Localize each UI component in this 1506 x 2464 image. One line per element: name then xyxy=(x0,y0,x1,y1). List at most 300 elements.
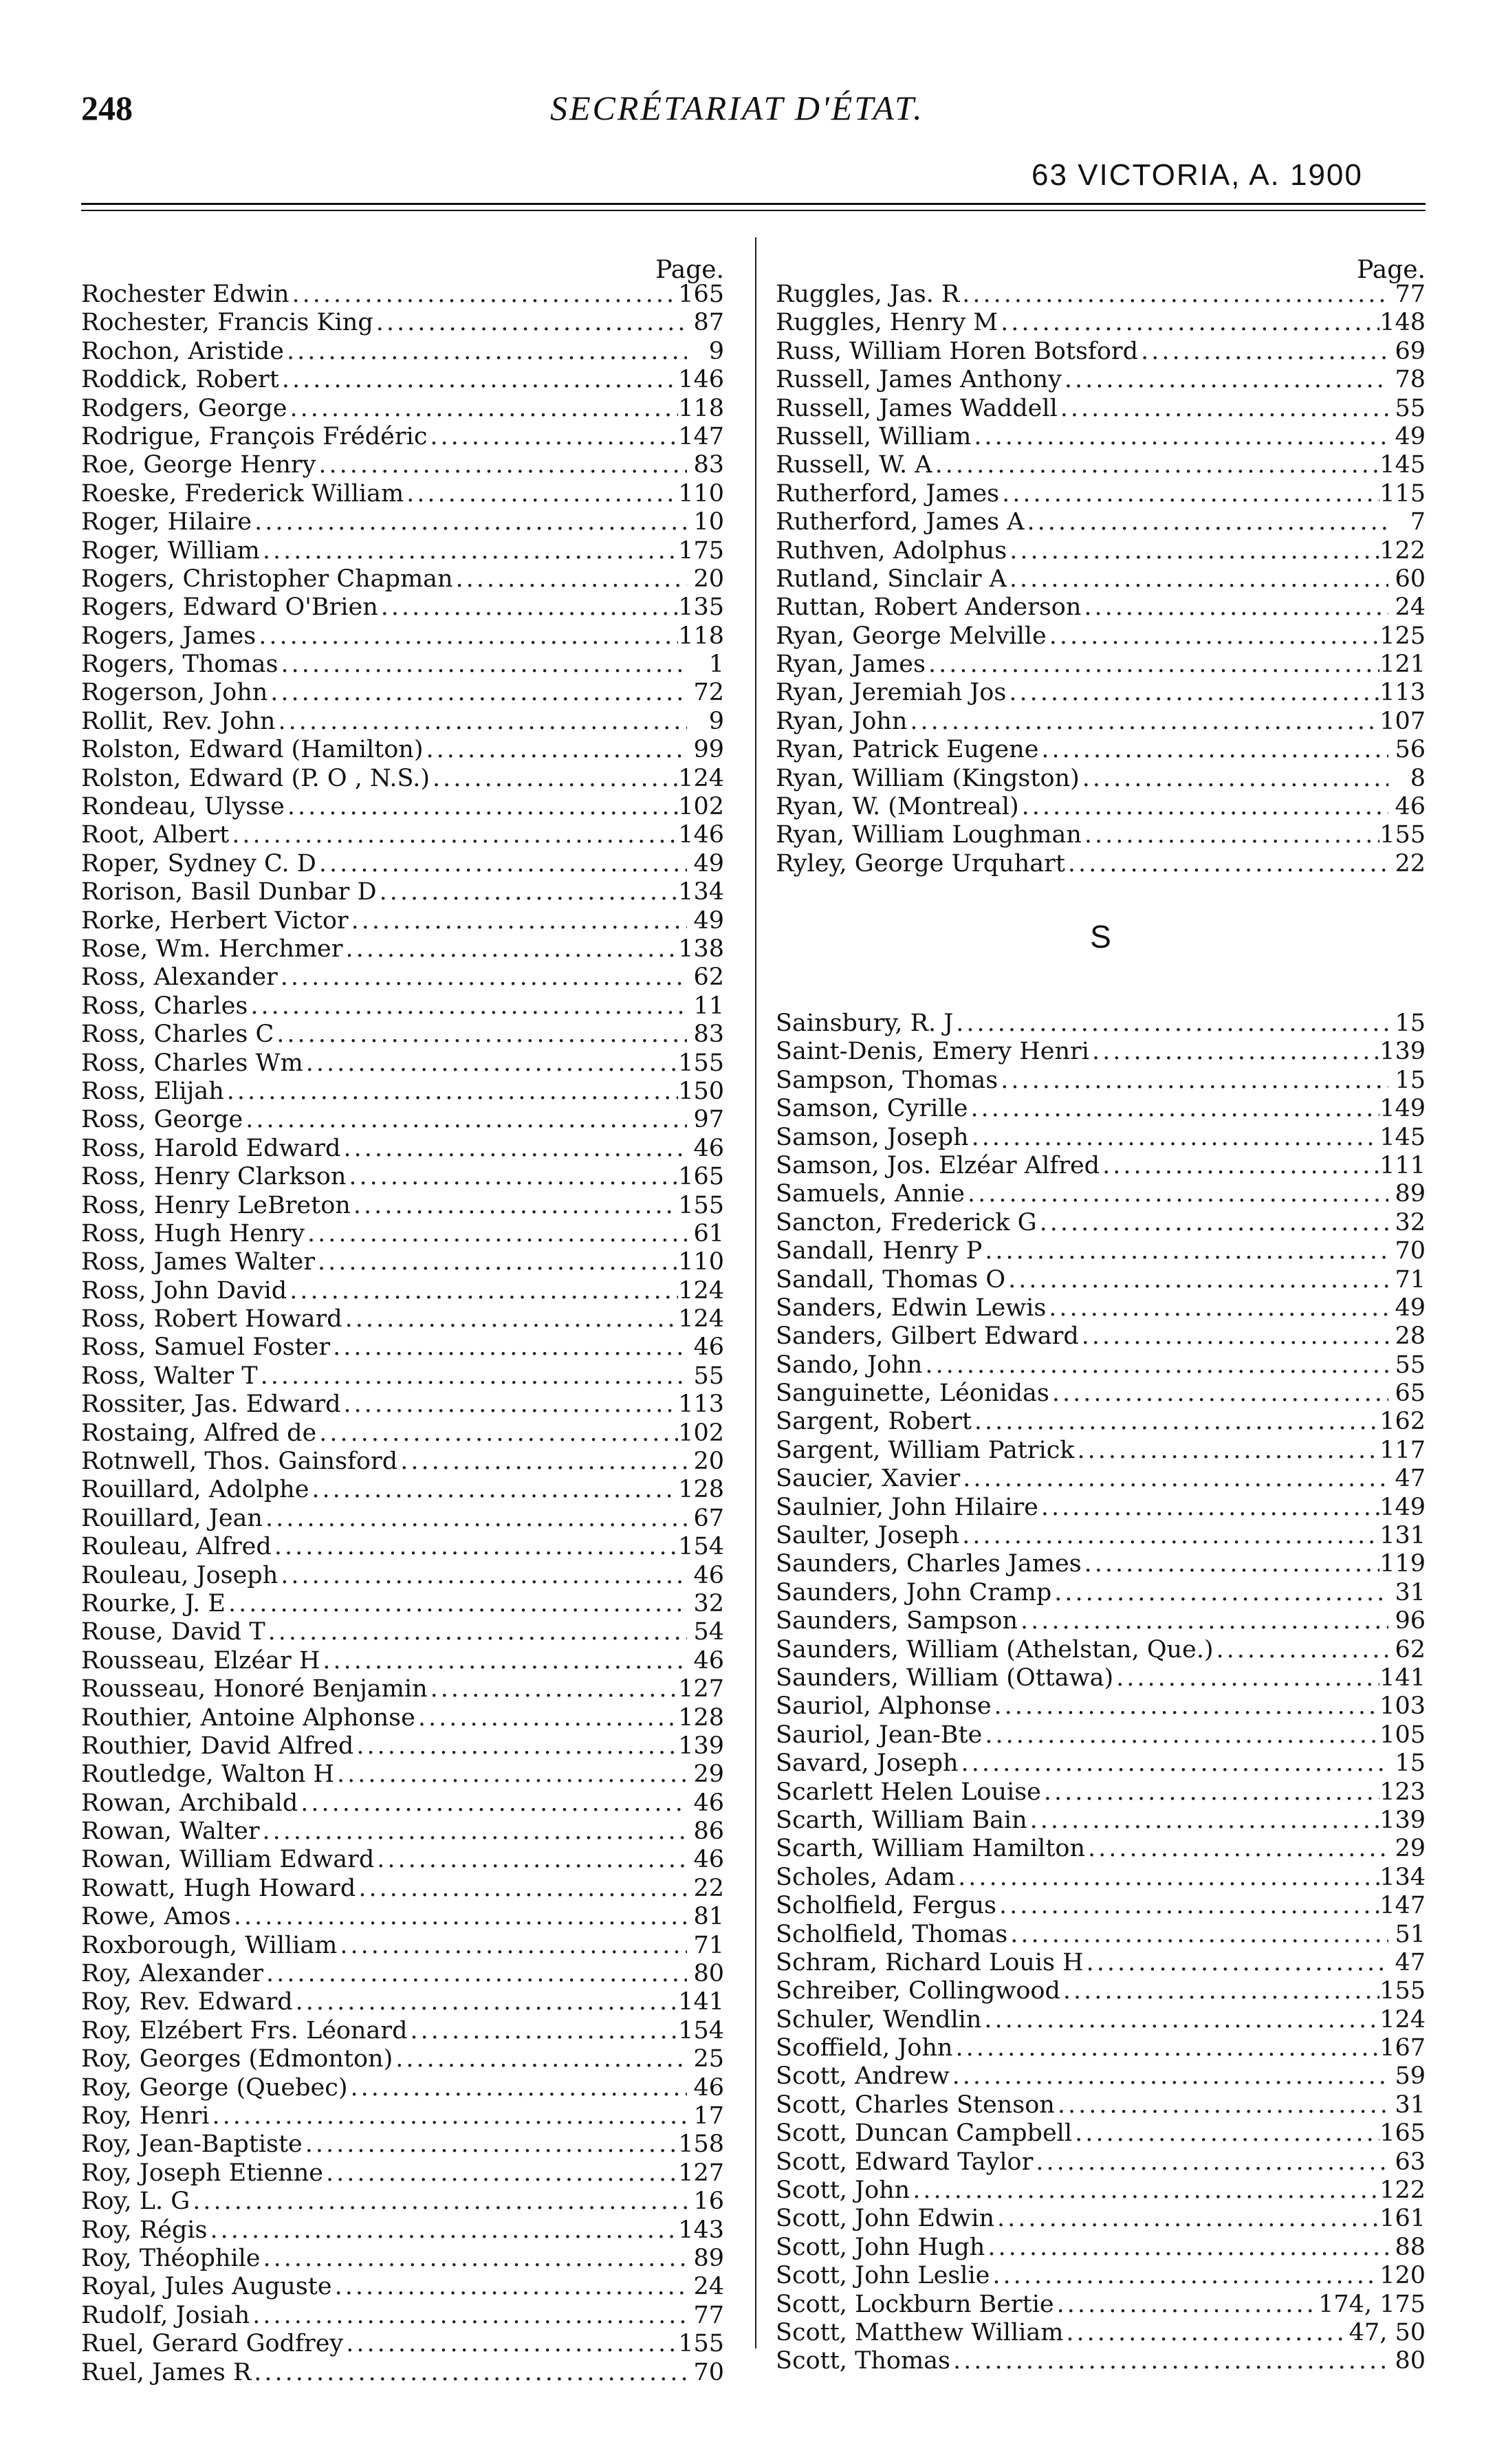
index-entry xyxy=(776,1038,1426,1066)
entry-name: Rondeau, Ulysse xyxy=(81,793,285,821)
entry-name: Roy, Joseph Etienne xyxy=(81,2159,323,2187)
entry-name: Ross, George xyxy=(81,1106,243,1134)
dot-leader xyxy=(298,1789,687,1818)
entry-page: 77 xyxy=(1395,281,1426,308)
entry-name: Samuels, Annie xyxy=(776,1180,965,1208)
dot-leader xyxy=(1051,1579,1388,1607)
dot-leader xyxy=(316,451,687,479)
entry-page: 110 xyxy=(678,1248,724,1276)
entry-page: 67 xyxy=(693,1504,724,1532)
entry-page: 135 xyxy=(678,593,724,622)
entry-page: 31 xyxy=(1395,1578,1426,1606)
dot-leader xyxy=(258,1362,687,1391)
entry-name: Ross, Alexander xyxy=(81,963,278,992)
entry-page: 29 xyxy=(1395,1835,1426,1863)
entry-name: Sargent, William Patrick xyxy=(776,1436,1075,1464)
entry-name: Saint-Denis, Emery Henri xyxy=(776,1038,1089,1066)
entry-name: Ross, Charles C xyxy=(81,1021,274,1049)
index-entry xyxy=(81,1248,724,1276)
dot-leader xyxy=(960,1465,1388,1493)
index-entry xyxy=(776,1664,1426,1692)
entry-name: Rogers, James xyxy=(81,622,257,650)
dot-leader xyxy=(1113,1664,1379,1692)
index-entry xyxy=(81,821,724,849)
entry-page: 17 xyxy=(693,2102,724,2130)
index-entry xyxy=(81,508,724,536)
dot-leader xyxy=(1019,793,1388,821)
index-entry xyxy=(81,537,724,565)
dot-leader xyxy=(1060,1977,1379,2005)
entry-name: Scholfield, Fergus xyxy=(776,1892,997,1920)
dot-leader xyxy=(982,1721,1379,1749)
entry-page: 147 xyxy=(1379,1892,1426,1920)
entry-name: Rowan, Archibald xyxy=(81,1789,298,1817)
entry-page: 127 xyxy=(678,1675,724,1703)
dot-leader xyxy=(1047,622,1379,651)
dot-leader xyxy=(353,1732,678,1760)
entry-name: Ryan, James xyxy=(776,651,926,679)
index-entry xyxy=(776,2291,1426,2319)
dot-leader xyxy=(349,907,687,935)
entry-page: 83 xyxy=(693,1021,724,1049)
entry-page: 103 xyxy=(1379,1692,1426,1721)
index-entry xyxy=(81,2017,724,2045)
entry-name: Scholes, Adam xyxy=(776,1863,956,1891)
dot-leader xyxy=(287,1277,678,1305)
dot-leader xyxy=(1037,1209,1388,1237)
entry-name: Ryley, George Urquhart xyxy=(776,849,1065,877)
dot-leader xyxy=(932,451,1380,479)
dot-leader xyxy=(1049,1380,1388,1408)
index-entry xyxy=(776,1294,1426,1322)
dot-leader xyxy=(356,1875,687,1903)
dot-leader xyxy=(268,679,687,707)
index-entry xyxy=(776,309,1426,337)
entry-name: Royal, Jules Auguste xyxy=(81,2273,332,2301)
entry-page: 149 xyxy=(1379,1493,1426,1521)
entry-page: 60 xyxy=(1395,565,1426,593)
entry-page: 143 xyxy=(678,2216,724,2244)
index-entry xyxy=(776,679,1426,707)
entry-page: 124 xyxy=(678,1305,724,1333)
index-entry xyxy=(776,2234,1426,2262)
dot-leader xyxy=(340,1391,678,1419)
dot-leader xyxy=(968,1095,1379,1123)
index-entry xyxy=(776,2006,1426,2034)
dot-leader xyxy=(190,2188,687,2216)
index-entry xyxy=(776,1721,1426,1749)
dot-leader xyxy=(999,480,1379,508)
entry-name: Rowatt, Hugh Howard xyxy=(81,1874,356,1902)
dot-leader xyxy=(969,1124,1380,1152)
index-entry xyxy=(776,1209,1426,1237)
dot-leader xyxy=(320,1647,687,1675)
dot-leader xyxy=(374,1846,687,1874)
entry-page: 150 xyxy=(678,1077,724,1105)
index-entry xyxy=(776,1949,1426,1977)
entry-name: Saulter, Joseph xyxy=(776,1522,960,1550)
dot-leader xyxy=(996,1892,1379,1920)
page-number: 248 xyxy=(81,89,133,127)
entry-name: Rollit, Rev. John xyxy=(81,707,276,735)
entry-page: 20 xyxy=(693,1448,724,1476)
index-entry xyxy=(81,1704,724,1732)
dot-leader xyxy=(1038,736,1388,764)
entry-name: Ross, James Walter xyxy=(81,1248,315,1276)
index-entry xyxy=(81,2216,724,2245)
index-entry xyxy=(776,1692,1426,1721)
index-entry xyxy=(776,1494,1426,1522)
index-entry xyxy=(776,423,1426,451)
dot-leader xyxy=(1025,508,1388,536)
dot-leader xyxy=(251,2359,687,2387)
index-entry xyxy=(81,1391,724,1419)
dot-leader xyxy=(971,423,1388,451)
entry-page: 47, 50 xyxy=(1349,2318,1426,2346)
entry-name: Roper, Sydney C. D xyxy=(81,849,316,877)
entry-name: Routledge, Walton H xyxy=(81,1760,335,1789)
dot-leader xyxy=(990,2262,1379,2290)
index-entry xyxy=(81,907,724,935)
entry-page: 29 xyxy=(693,1760,724,1789)
index-entry xyxy=(81,565,724,593)
entry-page: 15 xyxy=(1395,1749,1426,1778)
index-entry xyxy=(776,708,1426,736)
index-entry xyxy=(81,1732,724,1760)
index-entry xyxy=(81,651,724,679)
entry-name: Roy, Henri xyxy=(81,2102,210,2130)
entry-page: 49 xyxy=(1395,422,1426,450)
index-entry xyxy=(776,1465,1426,1493)
index-entry xyxy=(776,1180,1426,1208)
index-entry xyxy=(81,366,724,394)
entry-name: Rouleau, Joseph xyxy=(81,1561,279,1589)
entry-name: Rouse, David T xyxy=(81,1618,265,1646)
entry-page: 124 xyxy=(678,764,724,792)
entry-name: Ross, Henry LeBreton xyxy=(81,1191,351,1219)
entry-name: Saulnier, John Hilaire xyxy=(776,1493,1038,1521)
entry-name: Sanguinette, Léonidas xyxy=(776,1380,1049,1408)
index-entry xyxy=(81,1078,724,1106)
dot-leader xyxy=(265,1618,687,1646)
index-entry xyxy=(776,1921,1426,1949)
entry-name: Ruttan, Robert Anderson xyxy=(776,593,1082,622)
dot-leader xyxy=(972,1408,1379,1436)
entry-name: Root, Albert xyxy=(81,821,230,849)
entry-name: Sauriol, Jean-Bte xyxy=(776,1721,983,1749)
entry-name: Sampson, Thomas xyxy=(776,1066,998,1094)
dot-leader xyxy=(343,935,679,963)
entry-page: 102 xyxy=(678,1419,724,1447)
entry-page: 118 xyxy=(678,622,724,650)
dot-leader xyxy=(207,2216,678,2245)
index-entry xyxy=(81,1675,724,1703)
index-entry xyxy=(776,366,1426,394)
entry-name: Sainsbury, R. J xyxy=(776,1010,954,1037)
dot-leader xyxy=(373,309,687,337)
entry-name: Rousseau, Honoré Benjamin xyxy=(81,1675,428,1703)
entry-page: 128 xyxy=(678,1476,724,1504)
entry-page: 124 xyxy=(1379,2005,1426,2034)
dot-leader xyxy=(272,1533,678,1561)
entry-name: Ryan, William (Kingston) xyxy=(776,764,1080,792)
entry-page: 127 xyxy=(678,2159,724,2187)
entry-page: 65 xyxy=(1395,1380,1426,1408)
dot-leader xyxy=(922,1351,1388,1380)
entry-page: 46 xyxy=(693,1561,724,1589)
dot-leader xyxy=(1089,1038,1379,1066)
entry-name: Scott, Matthew William xyxy=(776,2318,1064,2346)
entry-page: 174, 175 xyxy=(1318,2290,1426,2318)
entry-page: 25 xyxy=(693,2045,724,2073)
entry-name: Ross, Harold Edward xyxy=(81,1134,341,1162)
header-rule-thin xyxy=(81,210,1426,211)
index-entry xyxy=(81,1448,724,1476)
index-entry xyxy=(776,2262,1426,2290)
entry-page: 46 xyxy=(693,1134,724,1162)
index-entry xyxy=(776,1124,1426,1152)
entry-name: Roger, Hilaire xyxy=(81,508,252,536)
entry-page: 46 xyxy=(693,1846,724,1874)
index-entry xyxy=(81,2245,724,2273)
index-entry xyxy=(81,2273,724,2301)
entry-name: Ruel, Gerard Godfrey xyxy=(81,2330,344,2358)
entry-page: 80 xyxy=(693,1960,724,1988)
index-entry xyxy=(81,1333,724,1362)
dot-leader xyxy=(1100,1152,1379,1180)
dot-leader xyxy=(992,1692,1380,1721)
dot-leader xyxy=(260,1818,687,1846)
entry-name: Ryan, W. (Montreal) xyxy=(776,793,1019,821)
entry-name: Rochon, Aristide xyxy=(81,337,284,365)
entry-name: Saunders, William (Ottawa) xyxy=(776,1664,1114,1692)
index-entry xyxy=(776,1322,1426,1351)
entry-name: Samson, Cyrille xyxy=(776,1095,968,1123)
entry-name: Savard, Joseph xyxy=(776,1749,959,1778)
entry-name: Routhier, Antoine Alphonse xyxy=(81,1703,415,1732)
entry-name: Schuler, Wendlin xyxy=(776,2005,982,2034)
entry-name: Samson, Jos. Elzéar Alfred xyxy=(776,1151,1100,1179)
entry-page: 148 xyxy=(1379,309,1426,337)
dot-leader xyxy=(950,2347,1388,2375)
entry-page: 117 xyxy=(1379,1436,1426,1464)
index-entry xyxy=(776,1864,1426,1892)
entry-name: Scoffield, John xyxy=(776,2034,953,2062)
entry-name: Rudolf, Josiah xyxy=(81,2301,250,2329)
dot-leader xyxy=(332,2273,687,2301)
index-entry xyxy=(776,1835,1426,1863)
entry-page: 165 xyxy=(678,281,724,308)
entry-page: 11 xyxy=(693,992,724,1020)
entry-page: 161 xyxy=(1379,2205,1426,2233)
entry-page: 118 xyxy=(678,394,724,422)
index-entry xyxy=(81,281,724,309)
dot-leader xyxy=(243,1106,687,1134)
entry-name: Scott, John Edwin xyxy=(776,2205,994,2233)
index-entry xyxy=(776,338,1426,366)
index-entry xyxy=(81,2359,724,2387)
page-column-heading: Page. xyxy=(655,256,724,284)
index-entry xyxy=(776,651,1426,679)
index-entry xyxy=(776,2177,1426,2205)
dot-leader xyxy=(1065,850,1388,878)
entry-name: Roy, Elzébert Frs. Léonard xyxy=(81,2016,408,2045)
index-entry xyxy=(81,2188,724,2216)
index-entry xyxy=(81,593,724,622)
dot-leader xyxy=(1062,366,1388,394)
entry-name: Russell, William xyxy=(776,422,972,450)
entry-name: Saunders, John Cramp xyxy=(776,1578,1052,1606)
entry-page: 7 xyxy=(1410,508,1426,536)
index-entry xyxy=(81,1988,724,2016)
index-entry xyxy=(776,1152,1426,1180)
index-entry xyxy=(81,1192,724,1220)
dot-leader xyxy=(1063,2319,1349,2347)
index-entry xyxy=(776,565,1426,593)
dot-leader xyxy=(427,423,678,451)
entry-name: Sanders, Gilbert Edward xyxy=(776,1322,1079,1351)
index-entry xyxy=(81,1903,724,1931)
entry-page: 145 xyxy=(1379,1123,1426,1151)
index-entry xyxy=(776,451,1426,479)
index-entry xyxy=(81,1163,724,1191)
index-entry xyxy=(81,2330,724,2358)
entry-page: 9 xyxy=(708,707,724,735)
index-entry xyxy=(81,1305,724,1333)
entry-name: Rutherford, James xyxy=(776,479,1000,508)
page-column-heading: Page. xyxy=(1357,256,1426,284)
entry-page: 71 xyxy=(693,1931,724,1959)
entry-name: Ryan, John xyxy=(776,707,908,735)
entry-page: 31 xyxy=(1395,2091,1426,2119)
entry-name: Rochester Edwin xyxy=(81,281,290,308)
entry-page: 141 xyxy=(678,1988,724,2016)
dot-leader xyxy=(303,1049,679,1078)
entry-name: Ross, Walter T xyxy=(81,1362,258,1390)
entry-page: 22 xyxy=(693,1874,724,1902)
entry-page: 134 xyxy=(1379,1863,1426,1891)
entry-name: Ryan, George Melville xyxy=(776,622,1047,650)
index-entry xyxy=(81,765,724,793)
index-entry xyxy=(81,878,724,906)
index-entry xyxy=(81,1590,724,1618)
index-entry xyxy=(81,451,724,479)
entry-page: 1 xyxy=(708,651,724,679)
index-entry xyxy=(776,593,1426,622)
entry-list xyxy=(776,281,1426,878)
entry-name: Rourke, J. E xyxy=(81,1589,226,1617)
entry-name: Scholfield, Thomas xyxy=(776,1920,1008,1948)
entry-name: Scarth, William Hamilton xyxy=(776,1835,1085,1863)
entry-name: Scott, Duncan Campbell xyxy=(776,2119,1073,2148)
entry-name: Routhier, David Alfred xyxy=(81,1732,354,1760)
dot-leader xyxy=(316,850,687,878)
entry-page: 55 xyxy=(1395,1351,1426,1379)
entry-name: Scott, Edward Taylor xyxy=(776,2148,1034,2176)
index-entry xyxy=(776,765,1426,793)
dot-leader xyxy=(263,1505,687,1533)
entry-name: Ross, Robert Howard xyxy=(81,1305,342,1333)
entry-page: 146 xyxy=(678,366,724,394)
dot-leader xyxy=(397,1448,687,1476)
entry-page: 145 xyxy=(1379,451,1426,479)
entry-page: 105 xyxy=(1379,1721,1426,1749)
entry-page: 125 xyxy=(1379,622,1426,650)
index-entry xyxy=(81,480,724,508)
dot-leader xyxy=(1084,1949,1388,1977)
dot-leader xyxy=(248,992,687,1021)
dot-leader xyxy=(907,708,1379,736)
entry-page: 139 xyxy=(1379,1038,1426,1066)
dot-leader xyxy=(981,2006,1379,2034)
dot-leader xyxy=(952,2034,1379,2062)
index-entry xyxy=(81,708,724,736)
entry-page: 88 xyxy=(1395,2233,1426,2261)
dot-leader xyxy=(998,1067,1388,1095)
entry-name: Scott, John Hugh xyxy=(776,2233,985,2261)
dot-leader xyxy=(285,793,678,821)
index-entry xyxy=(81,1789,724,1818)
dot-leader xyxy=(256,622,678,651)
dot-leader xyxy=(316,1419,678,1448)
dot-leader xyxy=(998,309,1379,337)
entry-name: Rolston, Edward (P. O , N.S.) xyxy=(81,764,430,792)
dot-leader xyxy=(261,2245,687,2273)
entry-name: Ryan, Patrick Eugene xyxy=(776,736,1039,764)
entry-page: 122 xyxy=(1379,2177,1426,2205)
entry-page: 46 xyxy=(693,2073,724,2102)
dot-leader xyxy=(1079,1322,1388,1351)
dot-leader xyxy=(340,1135,687,1163)
dot-leader xyxy=(404,480,678,508)
dot-leader xyxy=(1082,1550,1380,1578)
entry-page: 70 xyxy=(1395,1237,1426,1265)
entry-page: 111 xyxy=(1379,1151,1426,1179)
index-entry xyxy=(776,1977,1426,2005)
entry-name: Ross, Charles Wm xyxy=(81,1049,303,1077)
entry-name: Rowe, Amos xyxy=(81,1903,231,1931)
entry-name: Russell, James Anthony xyxy=(776,366,1062,394)
entry-name: Rouillard, Adolphe xyxy=(81,1476,309,1504)
entry-name: Rowan, Walter xyxy=(81,1818,260,1846)
index-entry xyxy=(81,2302,724,2330)
entry-name: Ross, John David xyxy=(81,1276,287,1305)
entry-page: 155 xyxy=(1379,1977,1426,2005)
entry-page: 24 xyxy=(693,2273,724,2301)
entry-page: 139 xyxy=(1379,1806,1426,1834)
index-entry xyxy=(776,1437,1426,1465)
entry-page: 46 xyxy=(1395,793,1426,821)
entry-page: 8 xyxy=(1410,764,1426,792)
entry-name: Rogerson, John xyxy=(81,679,268,707)
entry-name: Saucier, Xavier xyxy=(776,1465,961,1493)
entry-page: 47 xyxy=(1395,1465,1426,1493)
index-entry xyxy=(81,1362,724,1391)
entry-page: 69 xyxy=(1395,337,1426,365)
entry-page: 81 xyxy=(693,1903,724,1931)
index-entry xyxy=(776,622,1426,651)
entry-page: 138 xyxy=(678,935,724,963)
index-entry xyxy=(776,850,1426,878)
index-entry xyxy=(81,2045,724,2073)
index-entry xyxy=(81,1818,724,1846)
index-entry xyxy=(81,1618,724,1646)
entry-name: Rorke, Herbert Victor xyxy=(81,906,349,935)
entry-page: 70 xyxy=(693,2358,724,2386)
entry-name: Roy, Alexander xyxy=(81,1960,263,1988)
entry-name: Russ, William Horen Botsford xyxy=(776,337,1139,365)
dot-leader xyxy=(278,963,687,992)
